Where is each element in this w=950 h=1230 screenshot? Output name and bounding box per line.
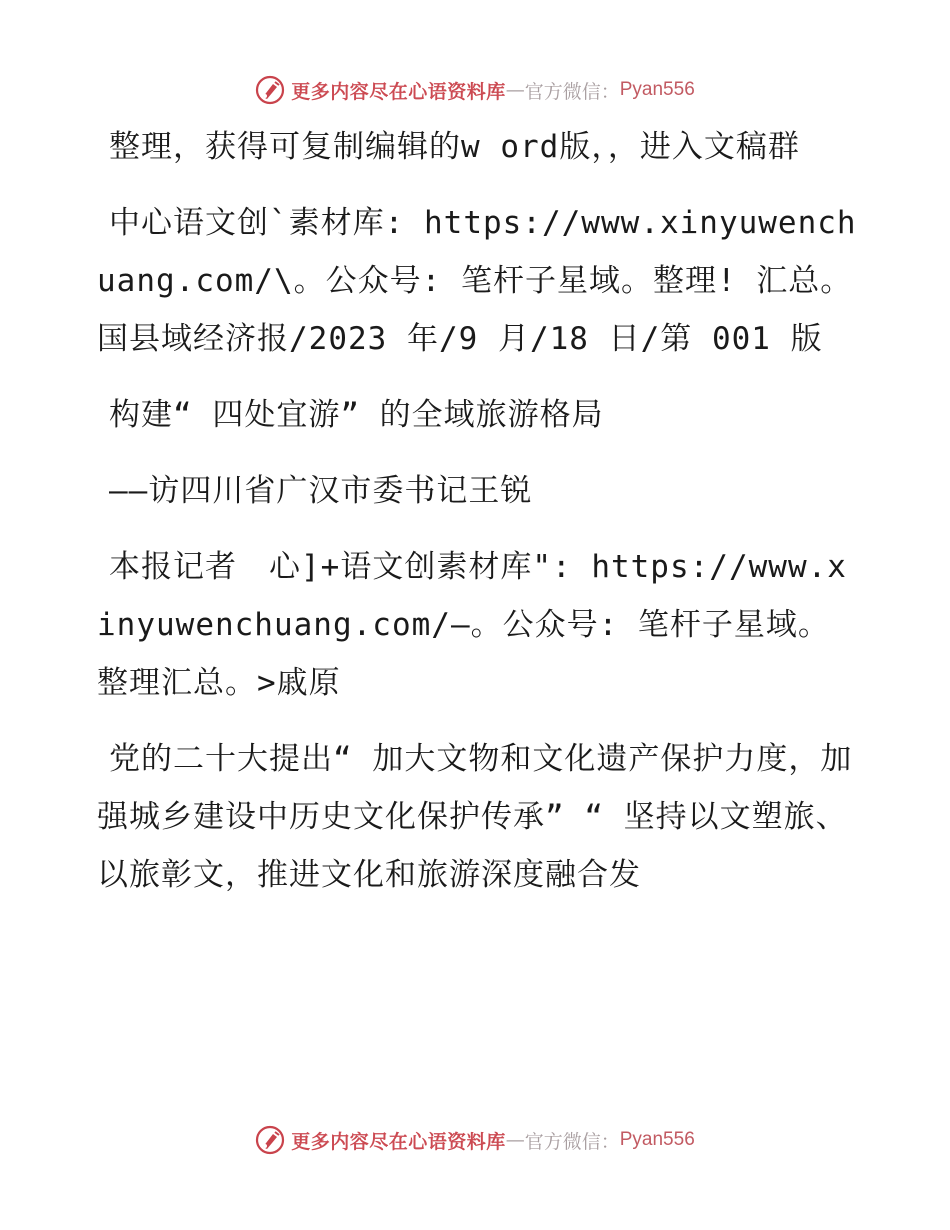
header-watermark-banner xyxy=(0,70,950,110)
article-subtitle: ——访四川省广汉市委书记王锐 xyxy=(109,473,533,509)
paragraph-intro: 整理，获得可复制编辑的w ord版，，进入文稿群 xyxy=(109,129,800,165)
banner-sub-text: 官方微信： xyxy=(524,80,620,103)
article-title: 构建“ 四处宜游” 的全域旅游格局 xyxy=(109,397,604,433)
footer-watermark-banner xyxy=(0,1120,950,1160)
paragraph-body: 党的二十大提出“ 加大文物和文化遗产保护力度，加强城乡建设中历史文化保护传承” “ 坚持以文塑旅、以旅彰文，推进文化和旅游深度融合发 xyxy=(97,741,853,893)
document-body xyxy=(97,118,857,922)
pen-nib-logo-icon xyxy=(255,1125,285,1155)
banner-dash: — xyxy=(505,79,525,101)
pen-nib-logo-icon xyxy=(255,75,285,105)
banner-dash: — xyxy=(505,1129,525,1151)
banner-main-text: 更多内容尽在心语资料库 xyxy=(291,1130,506,1153)
paragraph-source: 中心语文创`素材库: https://www.xinyuwenchuang.com/\。公众号: 笔杆子星域。整理! 汇总。国县域经济报/2023 年/9 月/18 日/第 001 版 xyxy=(97,205,857,357)
paragraph-byline: 本报记者 心]+语文创素材库": https://www.xinyuwenchuang.com/—。公众号: 笔杆子星域。整理汇总。>戚原 xyxy=(97,549,847,701)
banner-main-text: 更多内容尽在心语资料库 xyxy=(291,80,506,103)
banner-sub-text: 官方微信： xyxy=(524,1130,620,1153)
banner-wechat-id: Pyan556 xyxy=(619,79,695,100)
banner-wechat-id: Pyan556 xyxy=(619,1129,695,1150)
